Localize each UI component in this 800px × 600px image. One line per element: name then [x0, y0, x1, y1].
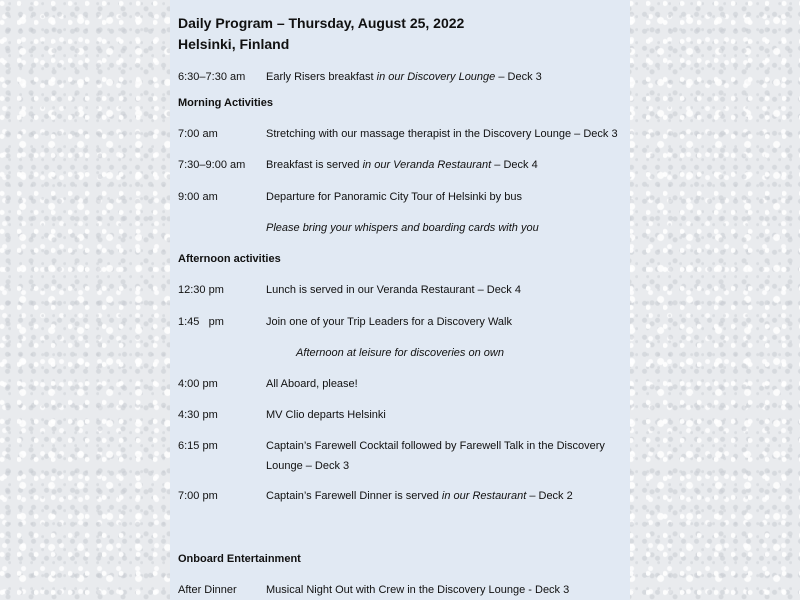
desc-place: in our Discovery Lounge — [376, 71, 496, 83]
desc-place: in our Restaurant — [441, 490, 527, 502]
schedule-desc — [266, 405, 626, 425]
program-location: Helsinki, Finland — [178, 36, 290, 52]
program-title: Daily Program – Thursday, August 25, 2022 — [178, 15, 465, 31]
desc-text: Lunch is served in our Veranda Restaurant – Deck 4 — [266, 284, 521, 296]
desc-text: Breakfast is served — [266, 159, 363, 171]
desc-text: Stretching with our massage therapist in the Discovery Lounge – Deck 3 — [266, 128, 618, 140]
schedule-desc — [266, 124, 626, 144]
desc-text: Musical Night Out with Crew in the Discovery Lounge - Deck 3 — [266, 584, 570, 596]
desc-line: Captain’s Farewell Cocktail followed by Farewell Talk in the Discovery — [266, 440, 605, 452]
schedule-desc — [266, 436, 626, 476]
desc-text: Departure for Panoramic City Tour of Helsinki by bus — [266, 191, 522, 203]
schedule-desc-early — [266, 67, 626, 87]
schedule-time: 6:15 pm — [178, 440, 218, 452]
schedule-time: 12:30 pm — [178, 284, 224, 296]
schedule-desc — [266, 374, 626, 394]
section-heading-morning: Morning Activities — [178, 97, 273, 109]
schedule-desc — [266, 155, 626, 175]
desc-suffix: – Deck 2 — [526, 490, 573, 502]
schedule-desc — [266, 580, 626, 600]
schedule-desc — [266, 486, 626, 506]
schedule-time: 4:00 pm — [178, 378, 218, 390]
section-heading-afternoon: Afternoon activities — [178, 253, 281, 265]
section-heading-entertainment: Onboard Entertainment — [178, 553, 301, 565]
schedule-time: 1:45 pm — [178, 316, 224, 328]
schedule-time: 9:00 am — [178, 191, 218, 203]
desc-place: in our Veranda Restaurant — [362, 159, 492, 171]
schedule-time: 7:00 am — [178, 128, 218, 140]
desc-text: Join one of your Trip Leaders for a Discovery Walk — [266, 316, 512, 328]
desc-text: Early Risers breakfast — [266, 71, 377, 83]
desc-text: Captain’s Farewell Dinner is served — [266, 490, 442, 502]
desc-suffix: – Deck 4 — [491, 159, 538, 171]
desc-line: Lounge – Deck 3 — [266, 460, 350, 472]
desc-text: MV Clio departs Helsinki — [266, 409, 386, 421]
desc-text: All Aboard, please! — [266, 378, 358, 390]
schedule-desc — [266, 280, 626, 300]
daily-program-page — [170, 0, 630, 600]
schedule-desc — [266, 187, 626, 207]
schedule-time: After Dinner — [178, 584, 237, 596]
schedule-time: 7:30–9:00 am — [178, 159, 246, 171]
leisure-note: Afternoon at leisure for discoveries on own — [296, 347, 504, 359]
schedule-time-early: 6:30–7:30 am — [178, 71, 246, 83]
schedule-time: 7:00 pm — [178, 490, 218, 502]
desc-suffix: – Deck 3 — [495, 71, 542, 83]
tour-note: Please bring your whispers and boarding cards with you — [266, 222, 539, 234]
schedule-desc — [266, 312, 626, 332]
schedule-time: 4:30 pm — [178, 409, 218, 421]
